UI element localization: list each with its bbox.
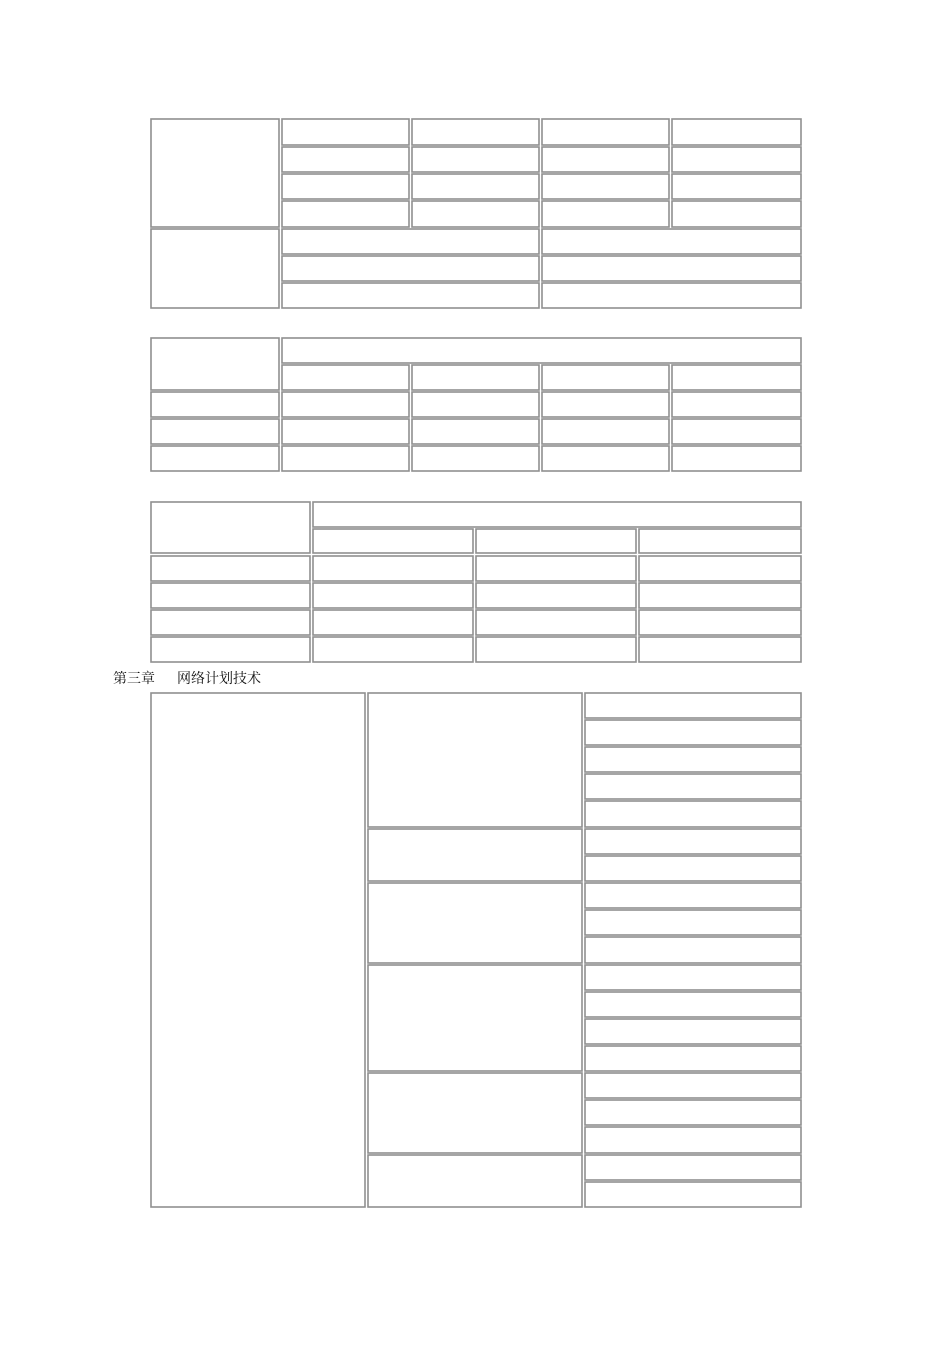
table-4-cell bbox=[368, 693, 582, 827]
table-3-cell bbox=[313, 556, 473, 581]
table-2-cell bbox=[412, 365, 539, 390]
table-1-cell bbox=[282, 174, 409, 199]
table-1-cell bbox=[542, 229, 801, 254]
table-4-cell bbox=[585, 774, 801, 799]
table-1-cell bbox=[672, 119, 801, 145]
table-1-cell bbox=[672, 201, 801, 227]
table-2-cell bbox=[542, 392, 669, 417]
table-2-cell bbox=[672, 446, 801, 471]
table-1-cell bbox=[282, 256, 539, 281]
table-2-cell bbox=[151, 446, 279, 471]
table-3-cell bbox=[313, 529, 473, 553]
table-4-cell bbox=[151, 693, 365, 1207]
table-3-cell bbox=[151, 637, 310, 662]
table-1-cell bbox=[412, 174, 539, 199]
table-1-cell bbox=[282, 119, 409, 145]
table-3-cell bbox=[476, 556, 636, 581]
table-4-cell bbox=[368, 1155, 582, 1207]
table-1-cell bbox=[672, 174, 801, 199]
table-2-cell bbox=[542, 446, 669, 471]
table-1-cell bbox=[282, 229, 539, 254]
table-1-cell bbox=[151, 229, 279, 308]
table-4-cell bbox=[368, 1073, 582, 1153]
table-2-cell bbox=[542, 365, 669, 390]
table-3-cell bbox=[476, 529, 636, 553]
table-4-cell bbox=[585, 1182, 801, 1207]
table-4-cell bbox=[585, 1073, 801, 1098]
table-2-cell bbox=[672, 365, 801, 390]
chapter-heading bbox=[113, 669, 261, 689]
table-4-cell bbox=[368, 829, 582, 881]
table-3-cell bbox=[639, 583, 801, 608]
table-1-cell bbox=[282, 283, 539, 308]
table-1-cell bbox=[542, 256, 801, 281]
table-2-cell bbox=[672, 419, 801, 444]
table-3-cell bbox=[151, 556, 310, 581]
table-2-cell bbox=[151, 338, 279, 390]
table-1-cell bbox=[542, 283, 801, 308]
table-3-cell bbox=[639, 637, 801, 662]
table-1-cell bbox=[542, 174, 669, 199]
table-3-cell bbox=[313, 502, 801, 527]
table-4-cell bbox=[585, 747, 801, 772]
table-3-cell bbox=[639, 556, 801, 581]
table-4-cell bbox=[585, 992, 801, 1017]
table-3-cell bbox=[151, 502, 310, 553]
table-2-cell bbox=[412, 419, 539, 444]
table-1 bbox=[151, 119, 801, 308]
table-4-cell bbox=[368, 883, 582, 963]
table-4-cell bbox=[585, 693, 801, 718]
table-2-cell bbox=[672, 392, 801, 417]
table-2-cell bbox=[282, 419, 409, 444]
table-2-cell bbox=[412, 392, 539, 417]
table-2-cell bbox=[282, 365, 409, 390]
table-4-cell bbox=[585, 1046, 801, 1071]
table-1-cell bbox=[542, 147, 669, 172]
table-2-cell bbox=[412, 446, 539, 471]
table-1-cell bbox=[412, 119, 539, 145]
table-1-cell bbox=[412, 147, 539, 172]
table-4-cell bbox=[585, 801, 801, 827]
table-2-cell bbox=[151, 419, 279, 444]
table-1-cell bbox=[672, 147, 801, 172]
table-3-cell bbox=[151, 583, 310, 608]
chapter-label: 第三章 bbox=[113, 671, 155, 687]
table-3-cell bbox=[313, 610, 473, 635]
table-1-cell bbox=[282, 201, 409, 227]
table-2-cell bbox=[282, 338, 801, 363]
table-4-cell bbox=[585, 1127, 801, 1153]
chapter-title: 网络计划技术 bbox=[177, 671, 261, 687]
table-2-cell bbox=[542, 419, 669, 444]
table-3-cell bbox=[476, 610, 636, 635]
table-3-cell bbox=[151, 610, 310, 635]
table-3-cell bbox=[313, 583, 473, 608]
table-4-cell bbox=[368, 965, 582, 1071]
table-4 bbox=[151, 693, 801, 1207]
table-2 bbox=[151, 338, 801, 471]
table-4-cell bbox=[585, 937, 801, 963]
table-4-cell bbox=[585, 829, 801, 854]
table-3-cell bbox=[476, 583, 636, 608]
table-4-cell bbox=[585, 965, 801, 990]
table-2-cell bbox=[282, 446, 409, 471]
table-4-cell bbox=[585, 1100, 801, 1125]
table-4-cell bbox=[585, 720, 801, 745]
table-4-cell bbox=[585, 910, 801, 935]
table-2-cell bbox=[151, 392, 279, 417]
table-4-cell bbox=[585, 883, 801, 908]
table-3 bbox=[151, 502, 801, 662]
table-1-cell bbox=[542, 119, 669, 145]
table-3-cell bbox=[476, 637, 636, 662]
table-1-cell bbox=[542, 201, 669, 227]
table-3-cell bbox=[639, 529, 801, 553]
table-4-cell bbox=[585, 856, 801, 881]
table-3-cell bbox=[639, 610, 801, 635]
table-1-cell bbox=[412, 201, 539, 227]
table-2-cell bbox=[282, 392, 409, 417]
table-4-cell bbox=[585, 1019, 801, 1044]
table-4-cell bbox=[585, 1155, 801, 1180]
table-1-cell bbox=[282, 147, 409, 172]
table-1-cell bbox=[151, 119, 279, 227]
table-3-cell bbox=[313, 637, 473, 662]
